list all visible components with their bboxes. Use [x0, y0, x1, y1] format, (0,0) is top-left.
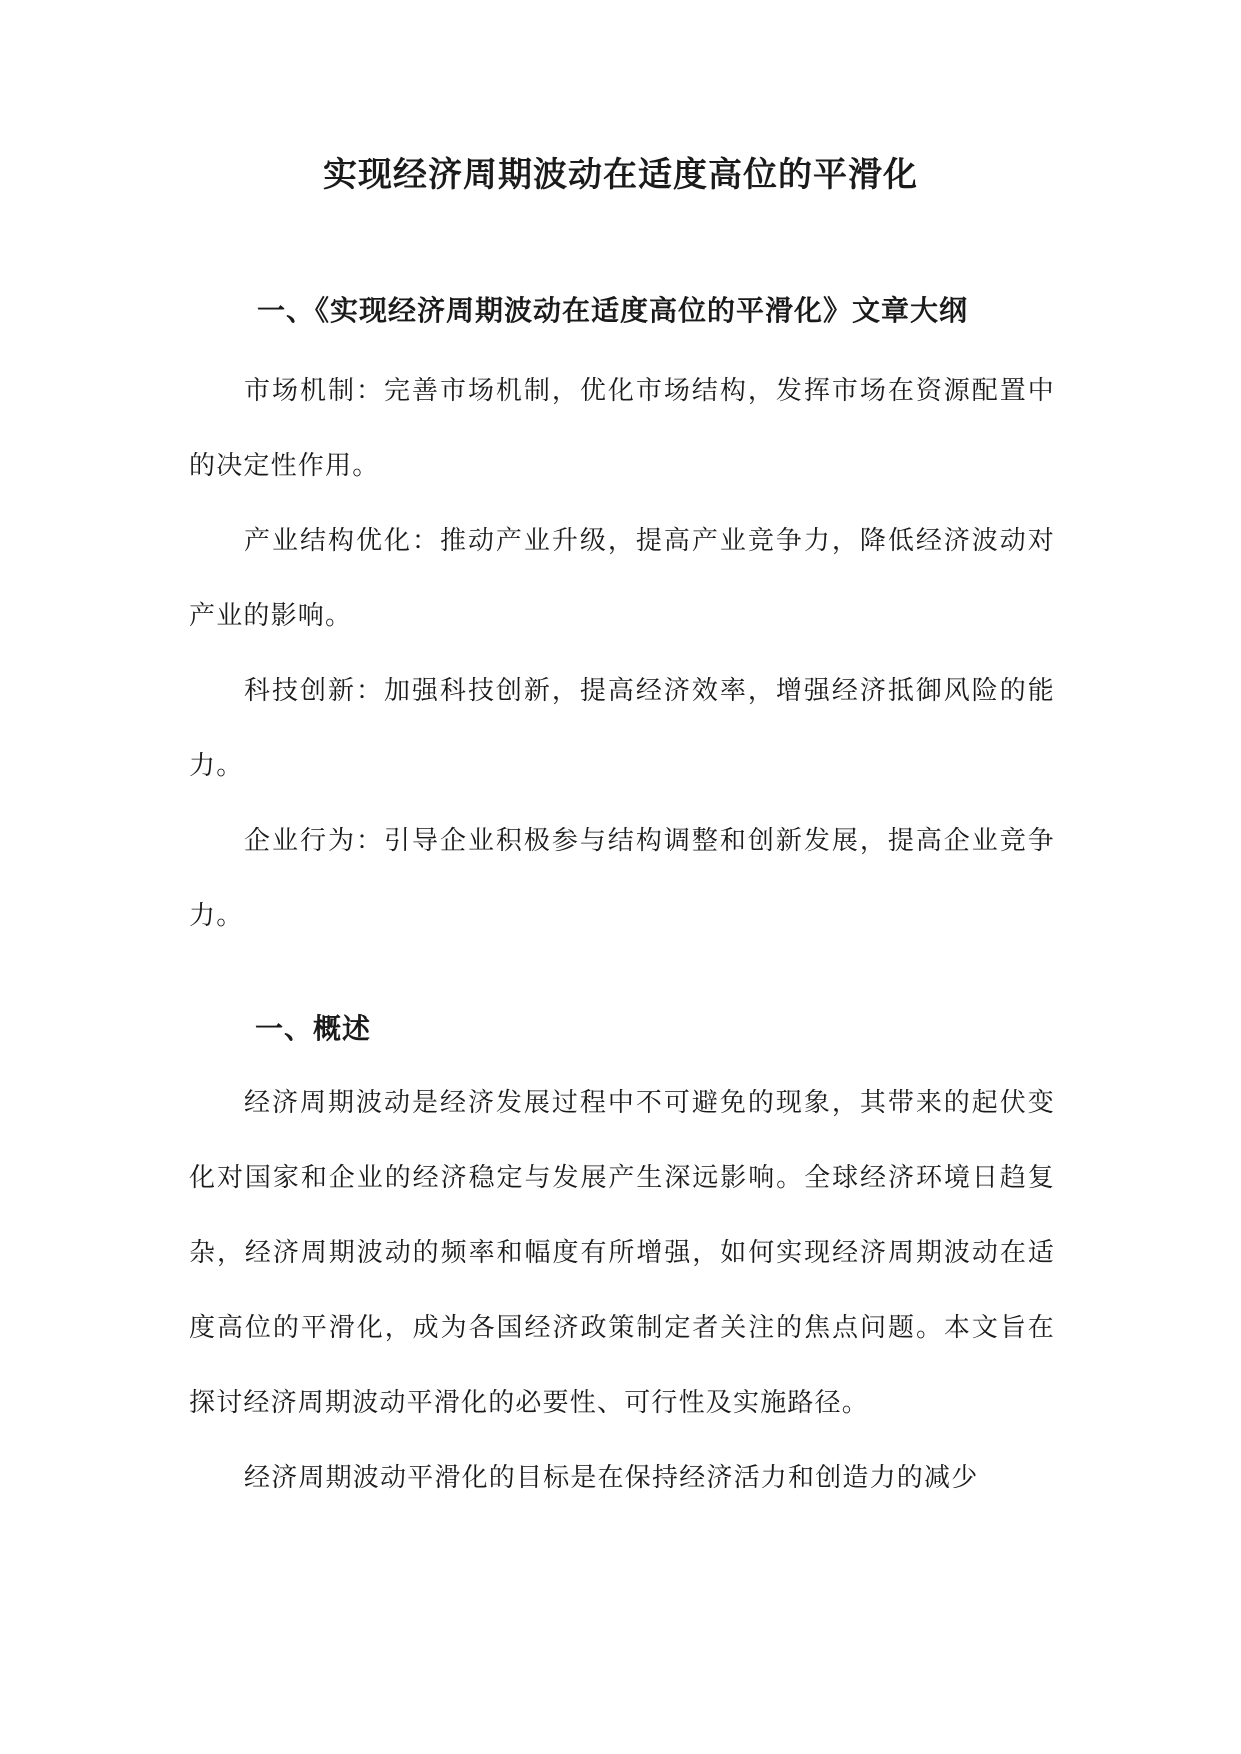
overview-paragraph: 经济周期波动平滑化的目标是在保持经济活力和创造力的减少: [244, 1463, 979, 1493]
outline-item-industrial-structure: 产业结构优化：推动产业升级，提高产业竞争力，降低经济波动对产业的影响。: [189, 526, 1055, 631]
outline-item-enterprise-behavior: 企业行为：引导企业积极参与结构调整和创新发展，提高企业竞争力。: [189, 826, 1055, 931]
outline-heading: 一、《实现经济周期波动在适度高位的平滑化》文章大纲: [257, 294, 969, 327]
document-body: [189, 270, 1055, 1516]
outline-item-tech-innovation: 科技创新：加强科技创新，提高经济效率，增强经济抵御风险的能力。: [189, 676, 1055, 781]
overview-paragraph: 经济周期波动是经济发展过程中不可避免的现象，其带来的起伏变化对国家和企业的经济稳定与发展产生深远影响。全球经济环境日趋复杂，经济周期波动的频率和幅度有所增强，如何实现经济周期波动在适度高位的平滑化，成为各国经济政策制定者关注的焦点问题。本文旨在探讨经济周期波动平滑化的必要性、可行性及实施路径。: [189, 1088, 1055, 1418]
overview-heading: 一、概述: [255, 1012, 372, 1045]
outline-item-market-mechanism: 市场机制：完善市场机制，优化市场结构，发挥市场在资源配置中的决定性作用。: [189, 376, 1055, 481]
document-title: 实现经济周期波动在适度高位的平滑化: [323, 155, 918, 195]
